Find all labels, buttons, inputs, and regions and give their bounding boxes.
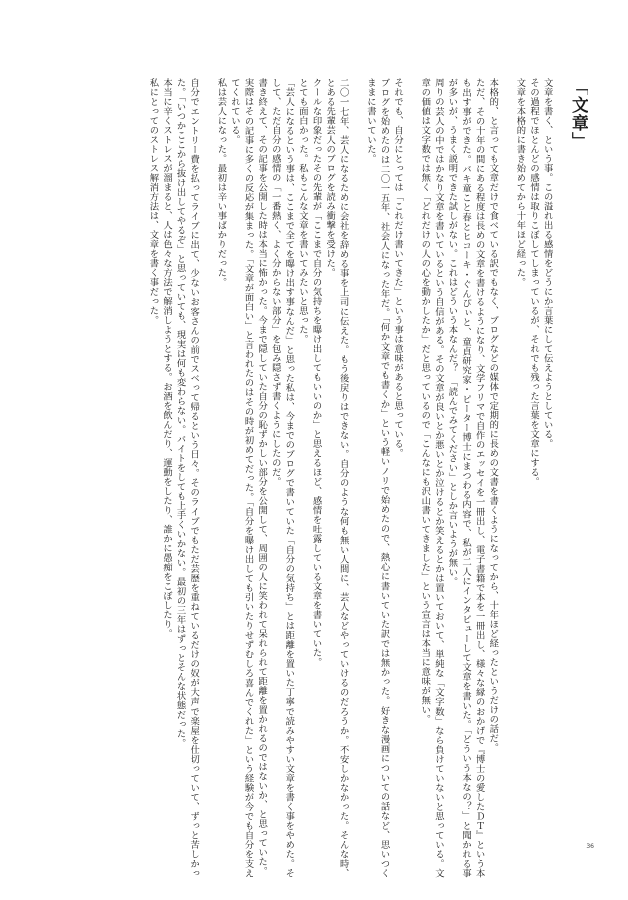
paragraph: 「芸人になるという事は、ここまで全てを曝け出す事なんだ」と思った私は、今までのブログで書いていた「自分の気持ち」とは距離を置いた丁寧で読みやすい文章を書く事をやめた。そして、ただ自分の感情の「一番熱く、よく分からない部分」を包み隠さず書くようにしたのだ。	[269, 78, 295, 878]
paragraph: 書き終えて、その記事を公開した時は本当に怖かった。今まで隠していた自分の恥ずかしい部分を公開して、周囲の人に笑われて呆れられて距離を置かれるのではないか、と思っていた。	[256, 78, 268, 876]
paragraph: 私は芸人になった。最初は辛い事ばかりだった。	[215, 78, 227, 287]
vertical-text-body	[28, 78, 588, 878]
essay-title: 「文章」	[568, 78, 588, 150]
paragraph: 自分でエントリー費を払ってライブに出て、少ないお客さんの前でスベって帰るという日々。そのライブでもただ芸歴を重ねているだけの奴が大声で楽屋を仕切っていて、ずっと苦しかった。「いつかここから抜け出してやるぞ」と思っていても、現実は何も変わらない。バイトをしても上手くいかない。最初の三年はずっとそんな状態だった。	[174, 78, 200, 878]
paragraph: 本格的、と言っても文章だけで食べている訳でもなく、ブログなどの媒体で定期的に長めの文書を書くようになってから、十年ほど経ったというだけの話だ。	[487, 78, 499, 753]
paragraph: とても面白かった。私もこんな文章を書いてみたいと思った。	[296, 78, 308, 344]
page-number: 36	[586, 843, 594, 850]
paragraph: 周りの芸人の中ではかなり文章を書いているという自信がある。その文章が良いとか悪いとか泣けるとか笑えるとかは置いておいて、単純な「文字数」なら負けていないと思っている。文章の価値は文字数では無く「どれだけの人の心を動かしたか」だと思っているので「こんなにも沢山書いてきました」という宣言は本当に意味が無い。	[419, 78, 444, 878]
paragraph: 本当に辛くストレスが溜まると、人は色々な方法で解消しようとする。お酒を飲んだり、運動をしたり、誰かに愚痴をこぼしたり。	[160, 78, 172, 639]
paragraph: クールな印象だったその先輩が「ここまで自分の気持ちを曝け出してもいいのか」と思えるほど、感情を吐露している文章を書いていた。	[310, 78, 322, 667]
paragraph: それでも、自分にとっては「これだけ書いてきた」という事は意味があると思っている。	[392, 78, 404, 458]
paragraph: 二〇一七年、芸人になるために会社を辞める事を上司に伝えた。もう後戻りはできない。自分のような何も無い人間に、芸人などやっていけるのだろうか。不安しかなかった。そんな時、とある先輩芸人のブログを読み衝撃を受けた。	[324, 78, 349, 878]
paragraph: 私にとってのストレス解消方法は、文章を書く事だった。	[147, 78, 159, 325]
paragraph: その過程でほとんどの感情は取りこぼしてしまっているが、それでも残った言葉を文章にする。	[528, 78, 540, 487]
paragraph: ブログを始めたのは二〇一五年、社会人になった年だ。「何か文章でも書くか」という軽いノリで始めたので、熱心に書いていた訳では無かった。好きな漫画についての話など、思いつくままに書いていた。	[364, 78, 390, 878]
paragraph: ただ、その十年の間にある程度は長めの文章を書けるようになり、文学フリマで自作のエッセイを一冊出し、電子書籍で本を一冊出し、様々な縁のおかげで『博士の愛したＤＴ』という本も出す事ができた。バキ童こと春とヒコーキ・ぐんぴぃと、童貞研究家・ピーター博士にまつわる内容で、私が二人にインタビューして文章を書いた。「どういう本なの？」と聞かれる事が多いが、うまく説明できた試しがない。これはどういう本なんだ？ 「読んでみてください」としか言いようが無い。	[446, 78, 485, 878]
paragraph: 実際はその記事に多くの反応が集まった。「文章が面白い」と言われたのはその時が初めてだった。「自分を曝け出しても引いたりせずむしろ喜んでくれた」という経験が今でも自分を支えてくれている。	[228, 78, 254, 878]
paragraph: 文章を書く、という事。この溢れ出る感情をどうにか言葉にして伝えようとしている。	[541, 78, 553, 449]
paragraph: 文章を本格的に書き始めてから十年ほど経った。	[514, 78, 526, 287]
